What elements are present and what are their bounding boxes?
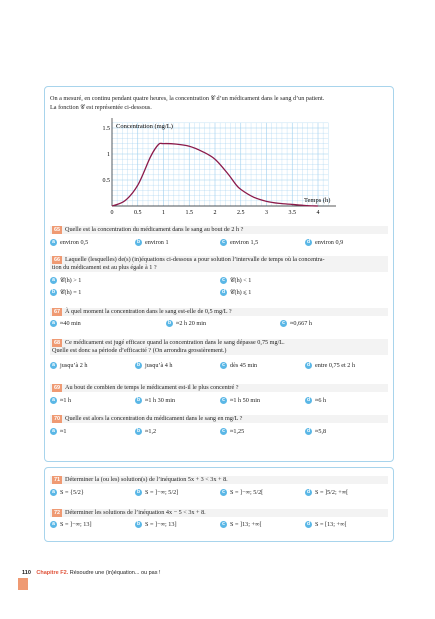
question-text-cont: tion du médicament est au plus égale à 1 ? — [52, 264, 157, 271]
option-text: S = ]5/2; +∞[ — [315, 489, 349, 496]
option-letter-badge: a — [50, 521, 57, 528]
option-text: S = {5/2} — [60, 489, 84, 496]
answer-option-c[interactable] — [220, 521, 262, 529]
answer-option-a[interactable] — [50, 362, 88, 370]
option-text: S = ]−∞; 5/2[ — [230, 489, 264, 496]
answer-option-c[interactable] — [220, 362, 257, 370]
option-text: S = ]−∞; 13] — [145, 521, 177, 528]
option-letter-badge: b — [136, 489, 141, 496]
option-letter-badge: d — [306, 489, 311, 496]
y-tick-label: 1 — [107, 152, 110, 158]
x-tick-label: 2.5 — [237, 210, 245, 216]
x-tick-label: 3 — [265, 210, 268, 216]
option-text: dès 45 min — [230, 362, 258, 369]
x-tick-label: 4 — [316, 210, 320, 216]
question-text: Quelle est la concentration du médicament dans le sang au bout de 2 h ? — [65, 226, 244, 233]
option-letter-badge: d — [306, 397, 311, 404]
option-letter-badge: b — [136, 428, 141, 435]
answer-option-c[interactable] — [220, 277, 251, 285]
answer-option-b[interactable] — [135, 428, 156, 436]
answer-option-d[interactable] — [220, 289, 251, 297]
option-text: ≈1 h 50 min — [230, 397, 261, 404]
question-71 — [50, 476, 388, 484]
option-text: ≈5,8 — [315, 428, 327, 435]
answer-option-a[interactable] — [50, 521, 92, 529]
option-text: ≈40 min — [60, 320, 81, 327]
answer-option-a[interactable] — [50, 320, 81, 328]
question-66 — [50, 256, 388, 272]
question-number: 69 — [53, 385, 61, 391]
answer-option-b[interactable] — [135, 397, 175, 405]
option-letter-badge: d — [221, 289, 226, 296]
option-text: ≈1,25 — [230, 428, 245, 435]
question-69 — [50, 384, 388, 392]
option-letter-badge: c — [220, 489, 227, 496]
x-tick-label: 0.5 — [134, 210, 142, 216]
y-tick-label: 1.5 — [102, 126, 110, 132]
option-letter-badge: c — [220, 521, 227, 528]
option-letter-badge: a — [50, 320, 57, 327]
x-tick-label: 3.5 — [288, 210, 296, 216]
option-text: environ 1,5 — [230, 239, 259, 246]
answer-option-a[interactable] — [50, 277, 81, 285]
option-text: S = ]13; +∞[ — [230, 521, 262, 528]
option-text: 𝒞(h) < 1 — [230, 277, 252, 284]
answer-option-a[interactable] — [50, 397, 71, 405]
option-text: ≈1 — [60, 428, 67, 435]
option-text: S = [13; +∞[ — [315, 521, 347, 528]
question-68 — [50, 339, 388, 355]
option-letter-badge: b — [167, 320, 172, 327]
question-67 — [50, 308, 388, 316]
option-text: S = ]−∞; 5/2] — [145, 489, 179, 496]
answer-option-a[interactable] — [50, 428, 67, 436]
option-letter-badge: d — [306, 239, 311, 246]
option-text: ≈6 h — [315, 397, 327, 404]
intro-line-1: On a mesuré, en continu pendant quatre heures, la concentration 𝒞 d’un médicament dans le sang d’un patient. — [50, 95, 325, 102]
x-tick-label: 2 — [213, 210, 217, 216]
option-text: 𝒞(h) > 1 — [60, 277, 82, 284]
intro-text — [50, 94, 390, 112]
answer-option-c[interactable] — [220, 239, 258, 247]
question-number: 66 — [53, 257, 61, 263]
question-number: 67 — [53, 309, 61, 315]
option-text: jusqu’à 4 h — [145, 362, 173, 369]
question-text: Déterminer les solutions de l’inéquation 4x − 5 < 3x + 8. — [65, 509, 206, 516]
question-text: À quel moment la concentration dans le sang est-elle de 0,5 mg/L ? — [65, 308, 232, 315]
answer-option-d[interactable] — [305, 397, 326, 405]
option-letter-badge: b — [51, 289, 56, 296]
answer-option-c[interactable] — [280, 320, 312, 328]
page-number: 110 — [22, 570, 31, 576]
option-text: ≈1 h 30 min — [145, 397, 176, 404]
option-letter-badge: b — [136, 239, 141, 246]
page-corner-tab — [18, 578, 28, 590]
question-number: 65 — [53, 227, 61, 233]
option-text: environ 1 — [145, 239, 169, 246]
option-letter-badge: c — [220, 397, 227, 404]
answer-option-c[interactable] — [220, 489, 263, 497]
question-number: 71 — [53, 477, 61, 483]
option-letter-badge: c — [220, 428, 227, 435]
option-letter-badge: b — [136, 521, 141, 528]
option-letter-badge: d — [306, 428, 311, 435]
intro-line-2: La fonction 𝒞 est représentée ci-dessous. — [50, 104, 152, 111]
question-65 — [50, 226, 388, 234]
option-letter-badge: c — [220, 362, 227, 369]
question-text: Déterminer la (ou les) solution(s) de l’inéquation 5x + 3 < 3x + 8. — [65, 476, 228, 483]
question-number: 72 — [53, 510, 61, 516]
option-letter-badge: a — [50, 362, 57, 369]
option-text: S = ]−∞; 13] — [60, 521, 92, 528]
option-letter-badge: c — [280, 320, 287, 327]
answer-option-b[interactable] — [166, 320, 206, 328]
option-text: 𝒞(h) ⩽ 1 — [230, 289, 252, 296]
y-axis-label: Concentration (mg/L) — [116, 123, 173, 130]
answer-option-b[interactable] — [135, 239, 169, 247]
option-letter-badge: c — [220, 277, 227, 284]
question-text: Laquelle (lesquelles) de(s) (in)équations ci-dessous a pour solution l’intervalle de temps où la concentra- — [65, 256, 325, 263]
option-text: jusqu’à 2 h — [60, 362, 88, 369]
question-70 — [50, 415, 388, 423]
answer-option-a[interactable] — [50, 489, 84, 497]
option-text: ≈0,667 h — [290, 320, 312, 327]
option-text: ≈2 h 20 min — [176, 320, 207, 327]
answer-option-b[interactable] — [135, 362, 173, 370]
option-text: environ 0,5 — [60, 239, 89, 246]
option-letter-badge: a — [50, 277, 57, 284]
chart-axes — [112, 118, 336, 206]
option-letter-badge: b — [136, 397, 141, 404]
option-letter-badge: a — [50, 239, 57, 246]
question-text: Quelle est alors la concentration du médicament dans le sang en mg/L ? — [65, 415, 243, 422]
page-footer — [22, 570, 161, 576]
option-text: environ 0,9 — [315, 239, 344, 246]
answer-option-d[interactable] — [305, 428, 326, 436]
option-letter-badge: d — [306, 521, 311, 528]
concentration-chart — [96, 118, 336, 222]
origin-label: 0 — [110, 210, 114, 216]
answer-option-b[interactable] — [50, 289, 81, 297]
chapter-title: Résoudre une (in)équation... ou pas ! — [69, 570, 161, 576]
answer-option-c[interactable] — [220, 428, 244, 436]
option-text: entre 0,75 et 2 h — [315, 362, 356, 369]
answer-option-d[interactable] — [305, 489, 348, 497]
answer-option-c[interactable] — [220, 397, 260, 405]
answer-option-a[interactable] — [50, 239, 88, 247]
answer-option-d[interactable] — [305, 239, 343, 247]
question-number: 70 — [53, 416, 61, 422]
x-tick-label: 1 — [162, 210, 165, 216]
y-tick-label: 0.5 — [102, 178, 110, 184]
option-text: 𝒞(h) = 1 — [60, 289, 82, 296]
option-letter-badge: c — [220, 239, 227, 246]
question-text-cont: Quelle est donc sa période d’efficacité ? (On arrondira grossièrement.) — [52, 347, 227, 354]
option-letter-badge: a — [50, 397, 57, 404]
option-letter-badge: a — [50, 489, 57, 496]
option-letter-badge: b — [136, 362, 141, 369]
x-tick-label: 1.5 — [185, 210, 193, 216]
question-text: Ce médicament est jugé efficace quand la concentration dans le sang dépasse 0,75 mg/L. — [65, 339, 285, 346]
answer-option-b[interactable] — [135, 489, 178, 497]
option-text: ≈1 h — [60, 397, 72, 404]
x-axis-label: Temps (h) — [304, 197, 331, 204]
question-text: Au bout de combien de temps le médicament est-il le plus concentré ? — [65, 384, 239, 391]
answer-option-b[interactable] — [135, 521, 177, 529]
chapter-label: Chapitre F2. — [36, 570, 69, 576]
answer-option-d[interactable] — [305, 362, 355, 370]
option-text: ≈1,2 — [145, 428, 157, 435]
option-letter-badge: d — [306, 362, 311, 369]
answer-option-d[interactable] — [305, 521, 347, 529]
question-number: 68 — [53, 340, 61, 346]
option-letter-badge: a — [50, 428, 57, 435]
question-72 — [50, 509, 388, 517]
